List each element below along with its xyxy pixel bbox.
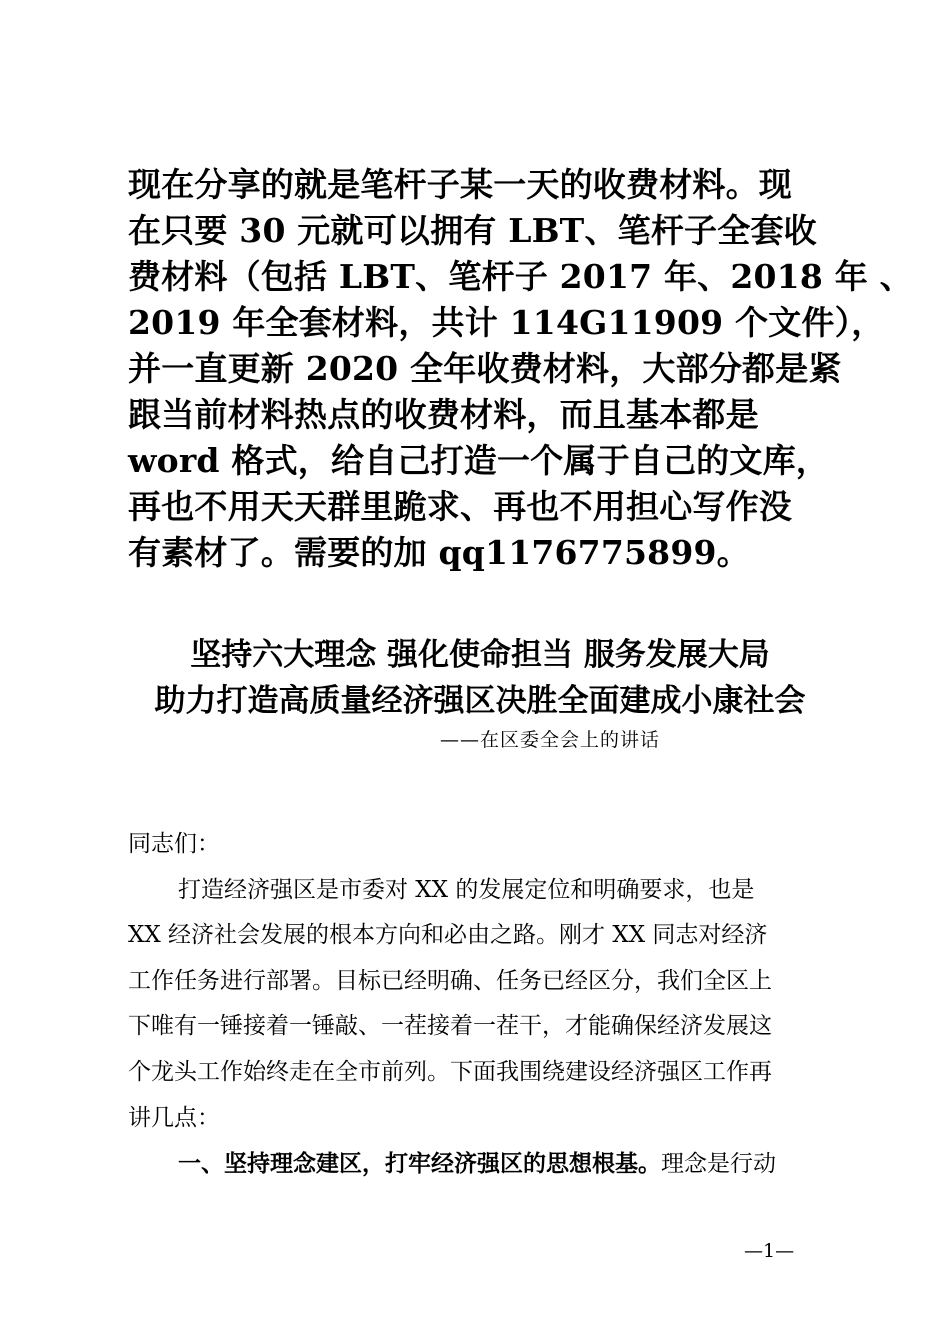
promo-line: 现在分享的就是笔杆子某一天的收费材料。现 bbox=[128, 165, 792, 204]
paragraph-line: 个龙头工作始终走在全市前列。下面我围绕建设经济强区工作再 bbox=[128, 1058, 772, 1085]
paragraph-line: 讲几点： bbox=[128, 1104, 220, 1131]
promo-line: 在只要 30 元就可以拥有 LBT、笔杆子全套收 bbox=[128, 211, 817, 250]
document-subtitle: ——在区委全会上的讲话 bbox=[439, 729, 660, 751]
promo-line: 跟当前材料热点的收费材料，而且基本都是 bbox=[128, 395, 759, 434]
promo-notice bbox=[128, 162, 913, 576]
promo-line: 并一直更新 2020 全年收费材料，大部分都是紧 bbox=[128, 349, 842, 388]
page-number: —1— bbox=[744, 1240, 795, 1262]
promo-line: 2019 年全套材料，共计 114G11909 个文件）， bbox=[128, 303, 885, 342]
promo-line: 再也不用天天群里跪求、再也不用担心写作没 bbox=[128, 487, 792, 526]
paragraph-line: 下唯有一锤接着一锤敲、一茬接着一茬干，才能确保经济发展这 bbox=[128, 1013, 772, 1040]
document-title-block bbox=[120, 632, 840, 754]
section-1-line bbox=[128, 1141, 838, 1187]
promo-line: 费材料（包括 LBT、笔杆子 2017 年、2018 年 、 bbox=[128, 257, 913, 296]
section-1-text: 理念是行动 bbox=[661, 1151, 776, 1178]
paragraph-line: 打造经济强区是市委对 XX 的发展定位和明确要求，也是 bbox=[178, 876, 755, 903]
section-1-heading: 一、坚持理念建区，打牢经济强区的思想根基。 bbox=[178, 1150, 661, 1178]
document-title-line-1: 坚持六大理念 强化使命担当 服务发展大局 bbox=[190, 637, 770, 673]
salutation: 同志们： bbox=[128, 831, 220, 857]
document-title-line-2: 助力打造高质量经济强区决胜全面建成小康社会 bbox=[154, 683, 806, 719]
document-body bbox=[128, 822, 838, 1187]
paragraph-line: 工作任务进行部署。目标已经明确、任务已经区分，我们全区上 bbox=[128, 967, 772, 994]
promo-line: 有素材了。需要的加 qq1176775899。 bbox=[128, 533, 750, 572]
promo-line: word 格式，给自己打造一个属于自己的文库， bbox=[128, 441, 829, 480]
paragraph-line: XX 经济社会发展的根本方向和必由之路。刚才 XX 同志对经济 bbox=[128, 922, 768, 949]
